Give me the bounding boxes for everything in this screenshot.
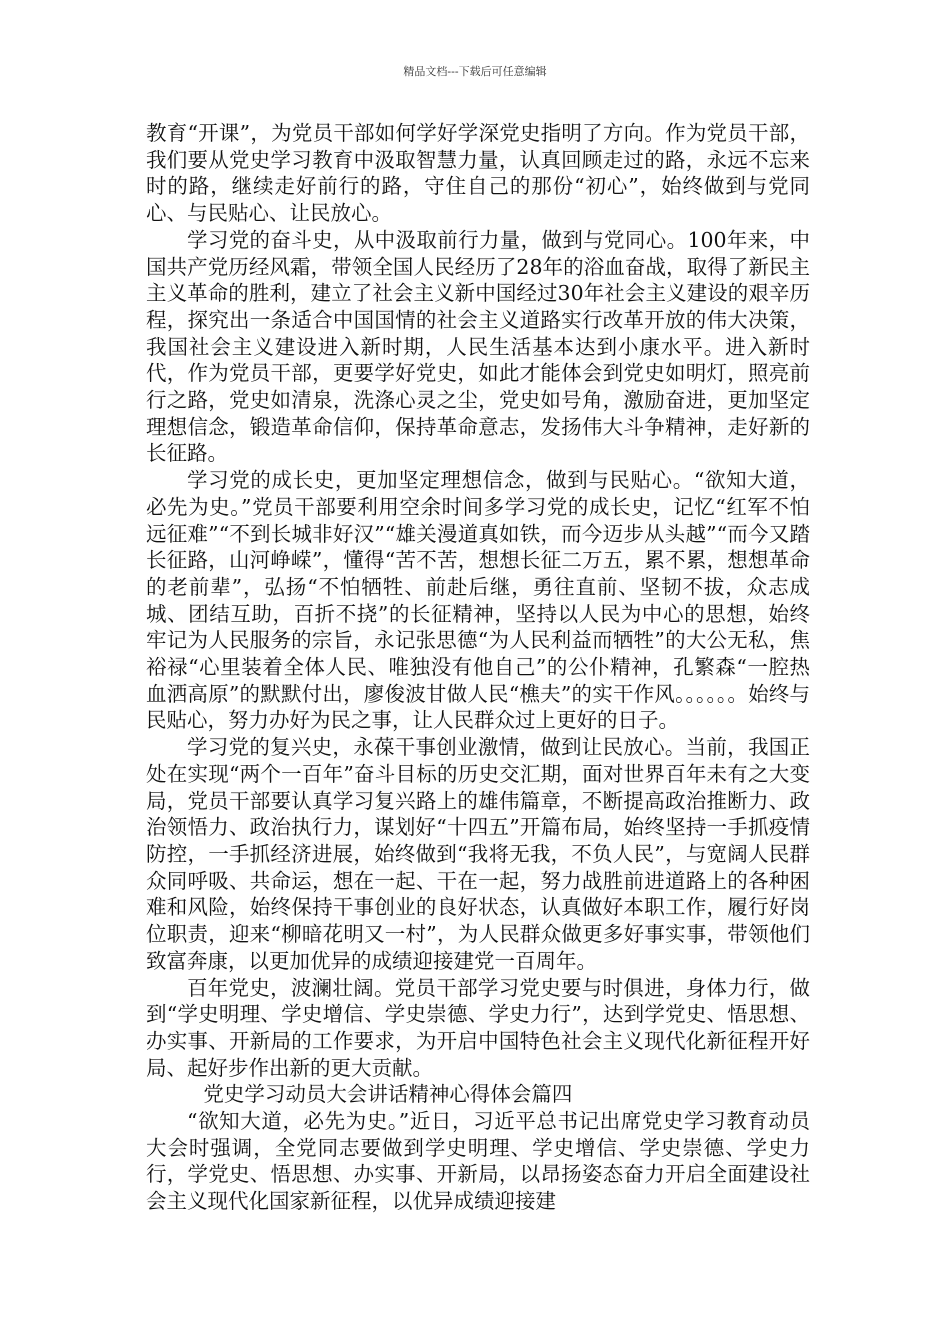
paragraph-intro: 教育“开课”，为党员干部如何学好学深党史指明了方向。作为党员干部，我们要从党史学习教育中汲取智慧力量，认真回顾走过的路，永远不忘来时的路，继续走好前行的路，守住自己的那份“初心”，始终做到与党同心、与民贴心、让民放心。 — [146, 121, 810, 226]
paragraph-growth-history: 学习党的成长史，更加坚定理想信念，做到与民贴心。“欲知大道，必先为史。”党员干部要利用空余时间多学习党的成长史，记忆“红军不怕远征难”“不到长城非好汉”“雄关漫道真如铁，而今迈步从头越”“而今又踏长征路，山河峥嵘”，懂得“苦不苦，想想长征二万五，累不累，想想革命的老前辈”，弘扬“不怕牺牲、前赴后继，勇往直前、坚韧不拔，众志成城、团结互助，百折不挠”的长征精神，坚持以人民为中心的思想，始终牢记为人民服务的宗旨，永记张思德“为人民利益而牺牲”的大公无私，焦裕禄“心里装着全体人民、唯独没有他自己”的公仆精神，孔繁森“一腔热血洒高原”的默默付出，廖俊波甘做人民“樵夫”的实干作风。。。。。。始终与民贴心，努力办好为民之事，让人民群众过上更好的日子。 — [146, 468, 810, 733]
document-body — [146, 120, 810, 1215]
paragraph-conclusion: 百年党史，波澜壮阔。党员干部学习党史要与时俱进，身体力行，做到“学史明理、学史增信、学史崇德、学史力行”，达到学党史、悟思想、办实事、开新局的工作要求，为开启中国特色社会主义现代化新征程开好局、起好步作出新的更大贡献。 — [146, 975, 810, 1080]
paragraph-struggle-history: 学习党的奋斗史，从中汲取前行力量，做到与党同心。100年来，中国共产党历经风霜，带领全国人民经历了28年的浴血奋战，取得了新民主主义革命的胜利，建立了社会主义新中国经过30年社会主义建设的艰辛历程，探究出一条适合中国国情的社会主义道路实行改革开放的伟大决策，我国社会主义建设进入新时期，人民生活基本达到小康水平。进入新时代，作为党员干部，更要学好党史，如此才能体会到党史如明灯，照亮前行之路，党史如清泉，洗涤心灵之尘，党史如号角，激励奋进，更加坚定理想信念，锻造革命信仰，保持革命意志，发扬伟大斗争精神，走好新的长征路。 — [146, 227, 810, 466]
paragraph-rejuvenation-history: 学习党的复兴史，永葆干事创业激情，做到让民放心。当前，我国正处在实现“两个一百年”奋斗目标的历史交汇期，面对世界百年未有之大变局，党员干部要认真学习复兴路上的雄伟篇章，不断提高政治推断力、政治领悟力、政治执行力，谋划好“十四五”开篇布局，始终坚持一手抓疫情防控，一手抓经济进展，始终做到“我将无我，不负人民”，与宽阔人民群众同呼吸、共命运，想在一起、干在一起，努力战胜前进道路上的各种困难和风险，始终保持干事创业的良好状态，认真做好本职工作，履行好岗位职责，迎来“柳暗花明又一村”，为人民群众做更多好事实事，带领他们致富奔康，以更加优异的成绩迎接建党一百周年。 — [146, 735, 810, 973]
paragraph-section-four-opening: “欲知大道，必先为史。”近日，习近平总书记出席党史学习教育动员大会时强调，全党同志要做到学史明理、学史增信、学史崇德、学史力行，学党史、悟思想、办实事、开新局，以昂扬姿态奋力开启全面建设社会主义现代化国家新征程，以优异成绩迎接建 — [146, 1109, 810, 1214]
section-title: 党史学习动员大会讲话精神心得体会篇四 — [203, 1082, 573, 1107]
page-header: 精品文档---下载后可任意编辑 — [403, 65, 547, 78]
